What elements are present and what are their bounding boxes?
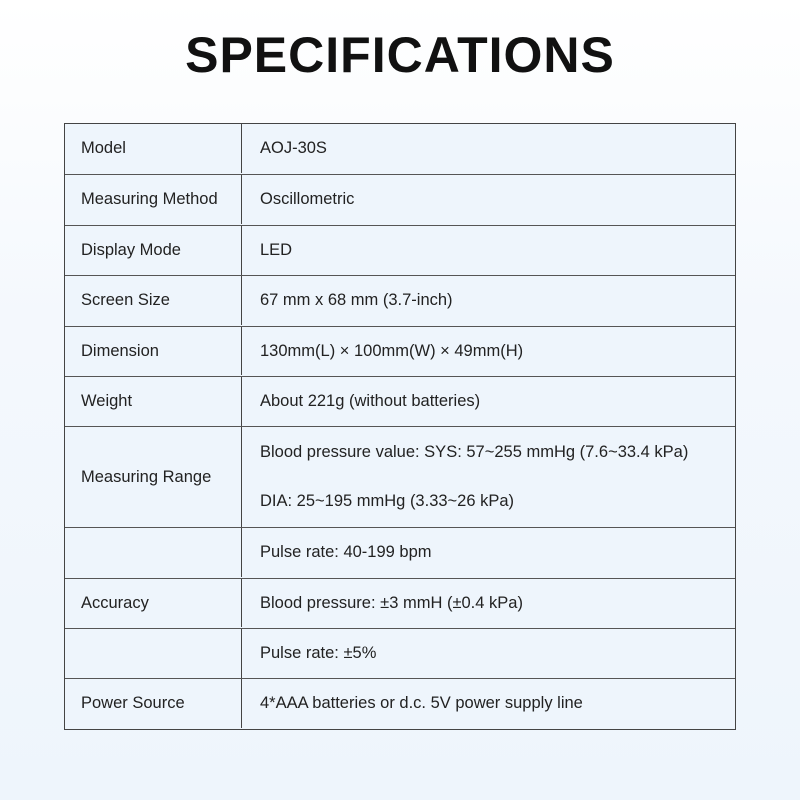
- spec-value: Oscillometric: [260, 190, 355, 209]
- spec-value-cell: [260, 175, 735, 224]
- spec-label: Model: [65, 124, 242, 173]
- spec-value: Blood pressure value: SYS: 57~255 mmHg (7.6~33.4 kPa): [260, 442, 689, 461]
- table-row: [65, 376, 735, 426]
- spec-value: Blood pressure: ±3 mmH (±0.4 kPa): [260, 593, 523, 612]
- spec-value: DIA: 25~195 mmHg (3.33~26 kPa): [260, 492, 515, 511]
- spec-value: Pulse rate: 40-199 bpm: [260, 543, 432, 562]
- spec-value-cell: [260, 377, 735, 426]
- spec-label: Screen Size: [65, 276, 242, 325]
- spec-label: Dimension: [65, 327, 242, 376]
- table-row: [65, 174, 735, 224]
- spec-label: Weight: [65, 377, 242, 426]
- table-row: [65, 578, 735, 628]
- table-row: [65, 275, 735, 325]
- spec-label: [65, 528, 242, 577]
- spec-value: Pulse rate: ±5%: [260, 643, 377, 662]
- spec-value: 67 mm x 68 mm (3.7-inch): [260, 291, 453, 310]
- spec-value-cell: [260, 579, 735, 628]
- spec-value: LED: [260, 240, 293, 259]
- table-row: [65, 225, 735, 275]
- spec-value-cell: [260, 528, 735, 577]
- spec-value: 4*AAA batteries or d.c. 5V power supply line: [260, 694, 583, 713]
- spec-value-cell: [260, 226, 735, 275]
- spec-label: Measuring Method: [65, 175, 242, 224]
- table-row: [65, 426, 735, 526]
- spec-value-cell: [260, 124, 735, 173]
- spec-label: [65, 629, 242, 678]
- spec-value-cell: [260, 327, 735, 376]
- spec-label: Power Source: [65, 679, 242, 728]
- page-title: SPECIFICATIONS: [185, 27, 615, 83]
- table-row: [65, 678, 735, 728]
- spec-label: Display Mode: [65, 226, 242, 275]
- spec-label: Measuring Range: [65, 427, 242, 526]
- spec-value-cell: [260, 629, 735, 678]
- table-row: [65, 628, 735, 678]
- table-row: [65, 326, 735, 376]
- spec-label: Accuracy: [65, 579, 242, 628]
- spec-value-cell: [260, 427, 735, 526]
- specifications-table: [64, 123, 736, 730]
- table-row: [65, 527, 735, 577]
- spec-value: 130mm(L) × 100mm(W) × 49mm(H): [260, 341, 524, 360]
- spec-value-cell: [260, 679, 735, 728]
- spec-value-cell: [260, 276, 735, 325]
- spec-value: About 221g (without batteries): [260, 391, 481, 410]
- table-row: [65, 124, 735, 173]
- spec-value: AOJ-30S: [260, 138, 327, 157]
